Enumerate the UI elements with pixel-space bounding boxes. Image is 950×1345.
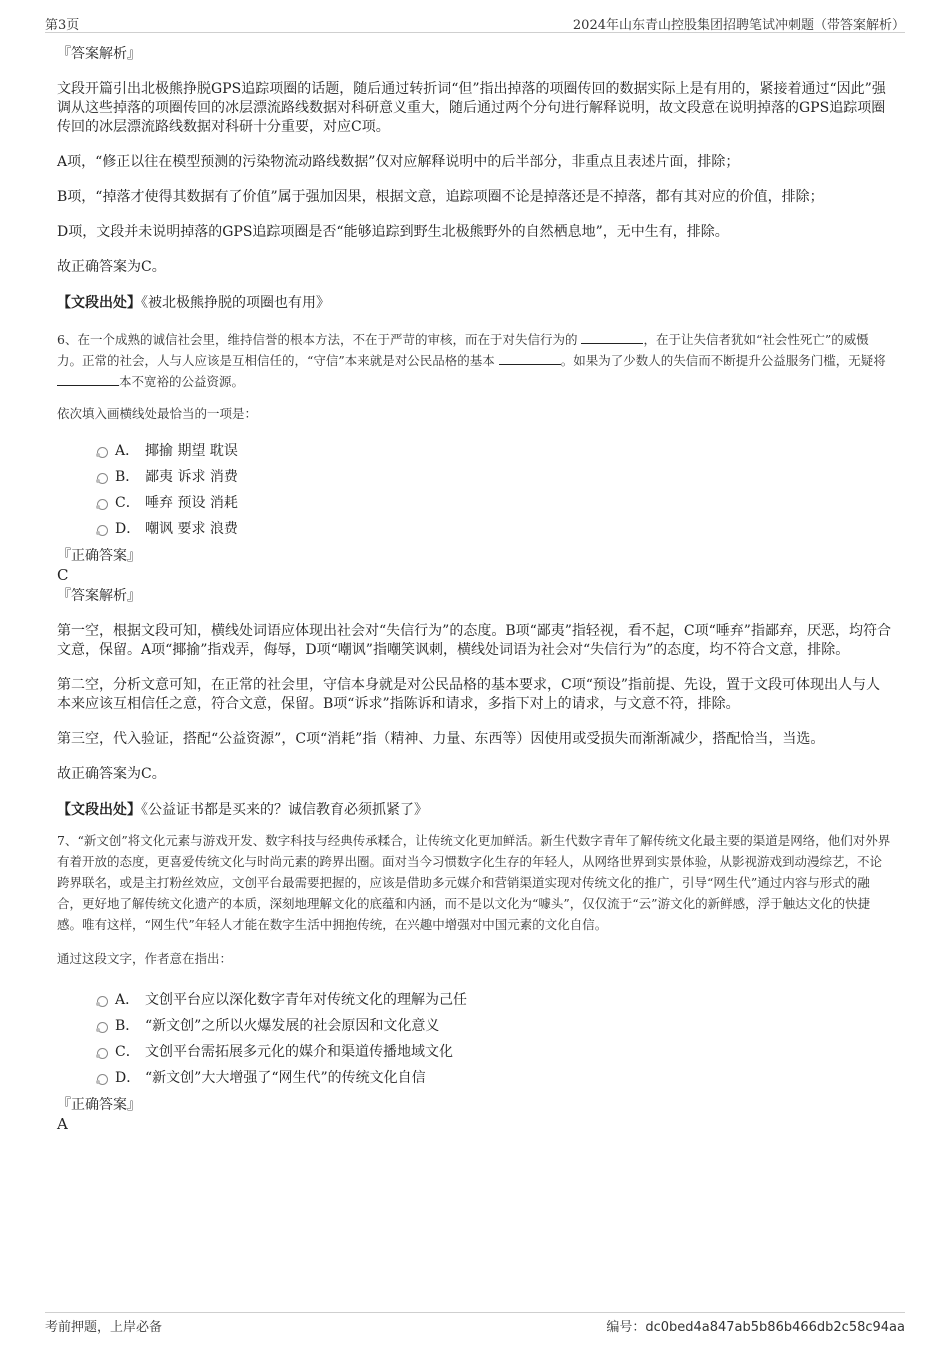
radio-icon[interactable] <box>97 499 108 510</box>
radio-icon[interactable] <box>97 525 108 536</box>
q5-source-title: 《被北极熊挣脱的项圈也有用》 <box>141 295 330 311</box>
q6-source-title: 《公益证书都是买来的？诚信教育必须抓紧了》 <box>141 802 428 818</box>
q5-source <box>57 293 892 313</box>
q6-analysis-paragraph: 第三空，代入验证，搭配“公益资源”，C项“消耗”指（精神、力量、东西等）因使用或受损失而渐渐减少，搭配恰当，当选。 <box>57 731 825 747</box>
q6-source-label: 【文段出处】 <box>57 802 141 818</box>
q7-stem: 7、“新文创”将文化元素与游戏开发、数字科技与经典传承糅合，让传统文化更加鲜活。新生代数字青年了解传统文化最主要的渠道是网络，他们对外界有着开放的态度，更喜爱传统文化与时尚元素的跨界出圈。面对当今习惯数字化生存的年轻人，从网络世界到实景体验，从影视游戏到动漫综艺，不论跨界联名，或是主打粉丝效应，文创平台最需要把握的，应该是借助多元媒介和营销渠道实现对传统文化的推广，引导“网生代”通过内容与形式的融合，更好地了解传统文化遗产的本质，深刻地理解文化的底蕴和内涵，而不是以文化为“噱头”，仅仅流于“云”游文化的新鲜感，浮于触达文化的快捷感。唯有这样，“网生代”年轻人才能在数字生活中拥抱传统，在兴趣中增强对中国元素的文化自信。 <box>57 833 891 932</box>
blank-line <box>57 373 119 386</box>
q6-answer-statement: 故正确答案为C。 <box>57 766 166 782</box>
q6-analysis-label: 『答案解析』 <box>57 588 141 604</box>
page-number: 第3页 <box>45 18 80 33</box>
q6-answer-label: 『正确答案』 <box>57 548 141 564</box>
q7-answer-label: 『正确答案』 <box>57 1097 141 1113</box>
q7-answer: A <box>57 1115 68 1133</box>
q5-analysis-paragraph: 文段开篇引出北极熊挣脱GPS追踪项圈的话题，随后通过转折词“但”指出掉落的项圈传回的数据实际上是有用的，紧接着通过“因此”强调从这些掉落的项圈传回的冰层漂流路线数据对科研意义重大，随后通过两个分句进行解释说明，故文段意在说明掉落的GPS追踪项圈传回的冰层漂流路线数据对科研十分重要，对应C项。 <box>57 81 886 135</box>
q5-source-label: 【文段出处】 <box>57 295 141 311</box>
q5-analysis-paragraph: D项，文段并未说明掉落的GPS追踪项圈是否“能够追踪到野生北极熊野外的自然栖息地”，无中生有，排除。 <box>57 224 729 240</box>
page-header <box>45 12 905 33</box>
q6-stem: 6、在一个成熟的诚信社会里，维持信誉的根本方法，不在于严苛的审核，而在于对失信行为的 ，在于让失信者犹如“社会性死亡”的威慑力。正常的社会，人与人应该是互相信任的，“守信”本来就是对公民品格的基本 。如果为了少数人的失信而不断提升公益服务门槛，无疑将 本不宽裕的公益资源。 <box>57 332 886 389</box>
q7-options <box>57 987 892 1091</box>
radio-icon[interactable] <box>97 996 108 1007</box>
q5-analysis-paragraph: B项，“掉落才使得其数据有了价值”属于强加因果，根据文意，追踪项圈不论是掉落还是不掉落，都有其对应的价值，排除； <box>57 189 824 205</box>
q6-analysis-paragraph: 第一空，根据文段可知，横线处词语应体现出社会对“失信行为”的态度。B项“鄙夷”指轻视，看不起，C项“唾弃”指鄙弃，厌恶，均符合文意，保留。A项“揶揄”指戏弄，侮辱，D项“嘲讽”指嘲笑讽刺，横线处词语为社会对“失信行为”的态度，均不符合文意，排除。 <box>57 623 891 658</box>
page-footer <box>45 1312 905 1335</box>
footer-slogan: 考前押题，上岸必备 <box>45 1320 163 1335</box>
q7-option-a[interactable]: A． 文创平台应以深化数字青年对传统文化的理解为己任 <box>57 987 892 1013</box>
radio-icon[interactable] <box>97 1048 108 1059</box>
q6-option-d[interactable]: D． 嘲讽 要求 浪费 <box>57 516 892 542</box>
radio-icon[interactable] <box>97 447 108 458</box>
q7-option-b[interactable]: B． “新文创”之所以火爆发展的社会原因和文化意义 <box>57 1013 892 1039</box>
document-body <box>57 44 892 1133</box>
q6-option-a[interactable]: A． 揶揄 期望 耽误 <box>57 438 892 464</box>
q7-option-c[interactable]: C． 文创平台需拓展多元化的媒介和渠道传播地域文化 <box>57 1039 892 1065</box>
q6-prompt: 依次填入画横线处最恰当的一项是： <box>57 406 258 421</box>
document-title: 2024年山东青山控股集团招聘笔试冲刺题（带答案解析） <box>572 18 905 33</box>
blank-line <box>499 352 561 365</box>
radio-icon[interactable] <box>97 1074 108 1085</box>
radio-icon[interactable] <box>97 473 108 484</box>
document-code: 编号：dc0bed4a847ab5b86b466db2c58c94aa <box>606 1320 905 1335</box>
q6-answer: C <box>57 566 69 584</box>
q5-answer-statement: 故正确答案为C。 <box>57 259 166 275</box>
q6-option-c[interactable]: C． 唾弃 预设 消耗 <box>57 490 892 516</box>
q5-analysis-label: 『答案解析』 <box>57 46 141 62</box>
blank-line <box>581 331 643 344</box>
radio-icon[interactable] <box>97 1022 108 1033</box>
q7-prompt: 通过这段文字，作者意在指出： <box>57 951 233 966</box>
q6-analysis-paragraph: 第二空，分析文意可知，在正常的社会里，守信本身就是对公民品格的基本要求，C项“预设”指前提、先设，置于文段可体现出人与人本来应该互相信任之意，符合文意，保留。B项“诉求”指陈诉和请求，多指下对上的请求，与文意不符，排除。 <box>57 677 881 712</box>
q6-options <box>57 438 892 542</box>
q6-option-b[interactable]: B． 鄙夷 诉求 消费 <box>57 464 892 490</box>
q5-analysis-paragraph: A项，“修正以往在模型预测的污染物流动路线数据”仅对应解释说明中的后半部分，非重点且表述片面，排除； <box>57 154 740 170</box>
q6-source <box>57 800 892 820</box>
q7-option-d[interactable]: D． “新文创”大大增强了“网生代”的传统文化自信 <box>57 1065 892 1091</box>
